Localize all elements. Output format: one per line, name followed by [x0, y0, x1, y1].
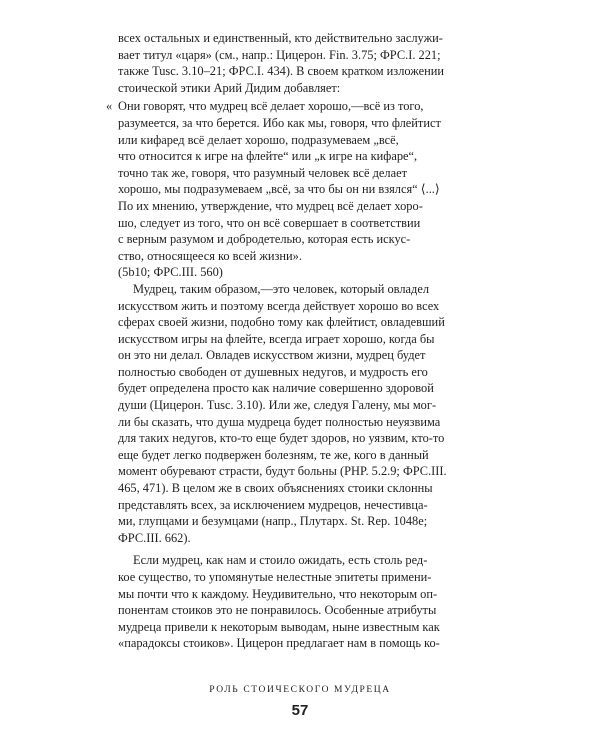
text-line: мудреца привели к некоторым выводам, ныне известным как [118, 619, 440, 634]
text-line: ФРС.III. 662). [118, 530, 191, 545]
paragraph-paradoxes [118, 552, 486, 652]
text-line: сферах своей жизни, подобно тому как флейтист, овладевший [118, 315, 445, 330]
text-line: еще будет легко подвержен болезням, те же, кого в данный [118, 447, 429, 462]
text-line: ство, относящееся ко всей жизни». [118, 248, 302, 263]
text-line: или кифаред всё делает хорошо, подразумеваем „всё, [118, 132, 399, 147]
paragraph-sage [118, 281, 486, 547]
text-line: хорошо, мы подразумеваем „всё, за что бы он ни взялся“ ⟨...⟩ [118, 182, 440, 197]
text-line: Мудрец, таким образом,—это человек, который овладел [133, 281, 430, 296]
text-line: искусством игры на флейте, всегда играет хорошо, когда бы [118, 331, 435, 346]
text-line: для таких недугов, кто-то еще будет здоров, но уязвим, кто-то [118, 431, 445, 446]
text-line: понентам стоиков это не понравилось. Особенные атрибуты [118, 603, 437, 618]
text-line: разумеется, за что берется. Ибо как мы, говоря, что флейтист [118, 115, 441, 130]
text-line: также Tusc. 3.10–21; ФРС.I. 434). В своем кратком изложении [118, 64, 445, 79]
text-line: искусством жить и поэтому всегда действует хорошо во всех [118, 298, 440, 313]
quote-text [118, 98, 486, 281]
text-line: вает титул «царя» (см., напр.: Цицерон. Fin. 3.75; ФРС.I. 221; [118, 47, 441, 62]
text-line: ми, глупцами и безумцами (напр., Плутарх. St. Rep. 1048e; [118, 514, 428, 529]
text-line: ли бы сказать, что душа мудреца будет полностью неуязвима [118, 414, 441, 429]
text-line: Если мудрец, как нам и стоило ожидать, есть столь ред- [133, 553, 428, 568]
text-line: момент обуревают страсти, будут больны (PHP. 5.2.9; ФРС.III. [118, 464, 447, 479]
text-line: мы почти что к каждому. Неудивительно, что некоторым оп- [118, 586, 438, 601]
text-line: По их мнению, утверждение, что мудрец всё делает хоро- [118, 198, 423, 213]
text-line: он это ни делал. Овладев искусством жизни, мудрец будет [118, 348, 426, 363]
text-line: представлять всех, за исключением мудрецов, нечестивца- [118, 497, 428, 512]
paragraph-intro [118, 30, 486, 96]
text-line: с верным разумом и добродетелью, которая есть искус- [118, 232, 411, 247]
page-body [106, 30, 486, 652]
text-line: точно так же, говоря, что разумный человек всё делает [118, 165, 408, 180]
text-line: 465, 471). В целом же в своих объяснениях стоики склонны [118, 481, 433, 496]
quote-mark: « [106, 99, 113, 114]
text-line: кое существо, то упомянутые нелестные эпитеты примени- [118, 570, 432, 584]
running-title: РОЛЬ СТОИЧЕСКОГО МУДРЕЦА [209, 685, 391, 695]
text-line: будет определена просто как наличие совершенно здоровой [118, 381, 434, 396]
page-number: 57 [291, 702, 309, 719]
text-line: души (Цицерон. Tusc. 3.10). Или же, следуя Галену, мы мог- [118, 398, 437, 413]
block-quote [106, 98, 486, 281]
text-line: «парадоксы стоиков». Цицерон предлагает нам в помощь ко- [118, 636, 440, 651]
text-line: что относится к игре на флейте“ или „к игре на кифаре“, [118, 149, 418, 164]
text-line: стоической этики Арий Дидим добавляет: [118, 80, 341, 95]
text-line: Они говорят, что мудрец всё делает хорошо,—всё из того, [118, 99, 424, 114]
text-line: (5b10; ФРС.III. 560) [118, 265, 223, 280]
text-line: шо, следует из того, что он всё совершает в соответствии [118, 215, 421, 230]
text-line: всех остальных и единственный, кто действительно заслужи- [118, 31, 443, 45]
text-line: полностью свободен от душевных недугов, и мудрость его [118, 364, 428, 379]
